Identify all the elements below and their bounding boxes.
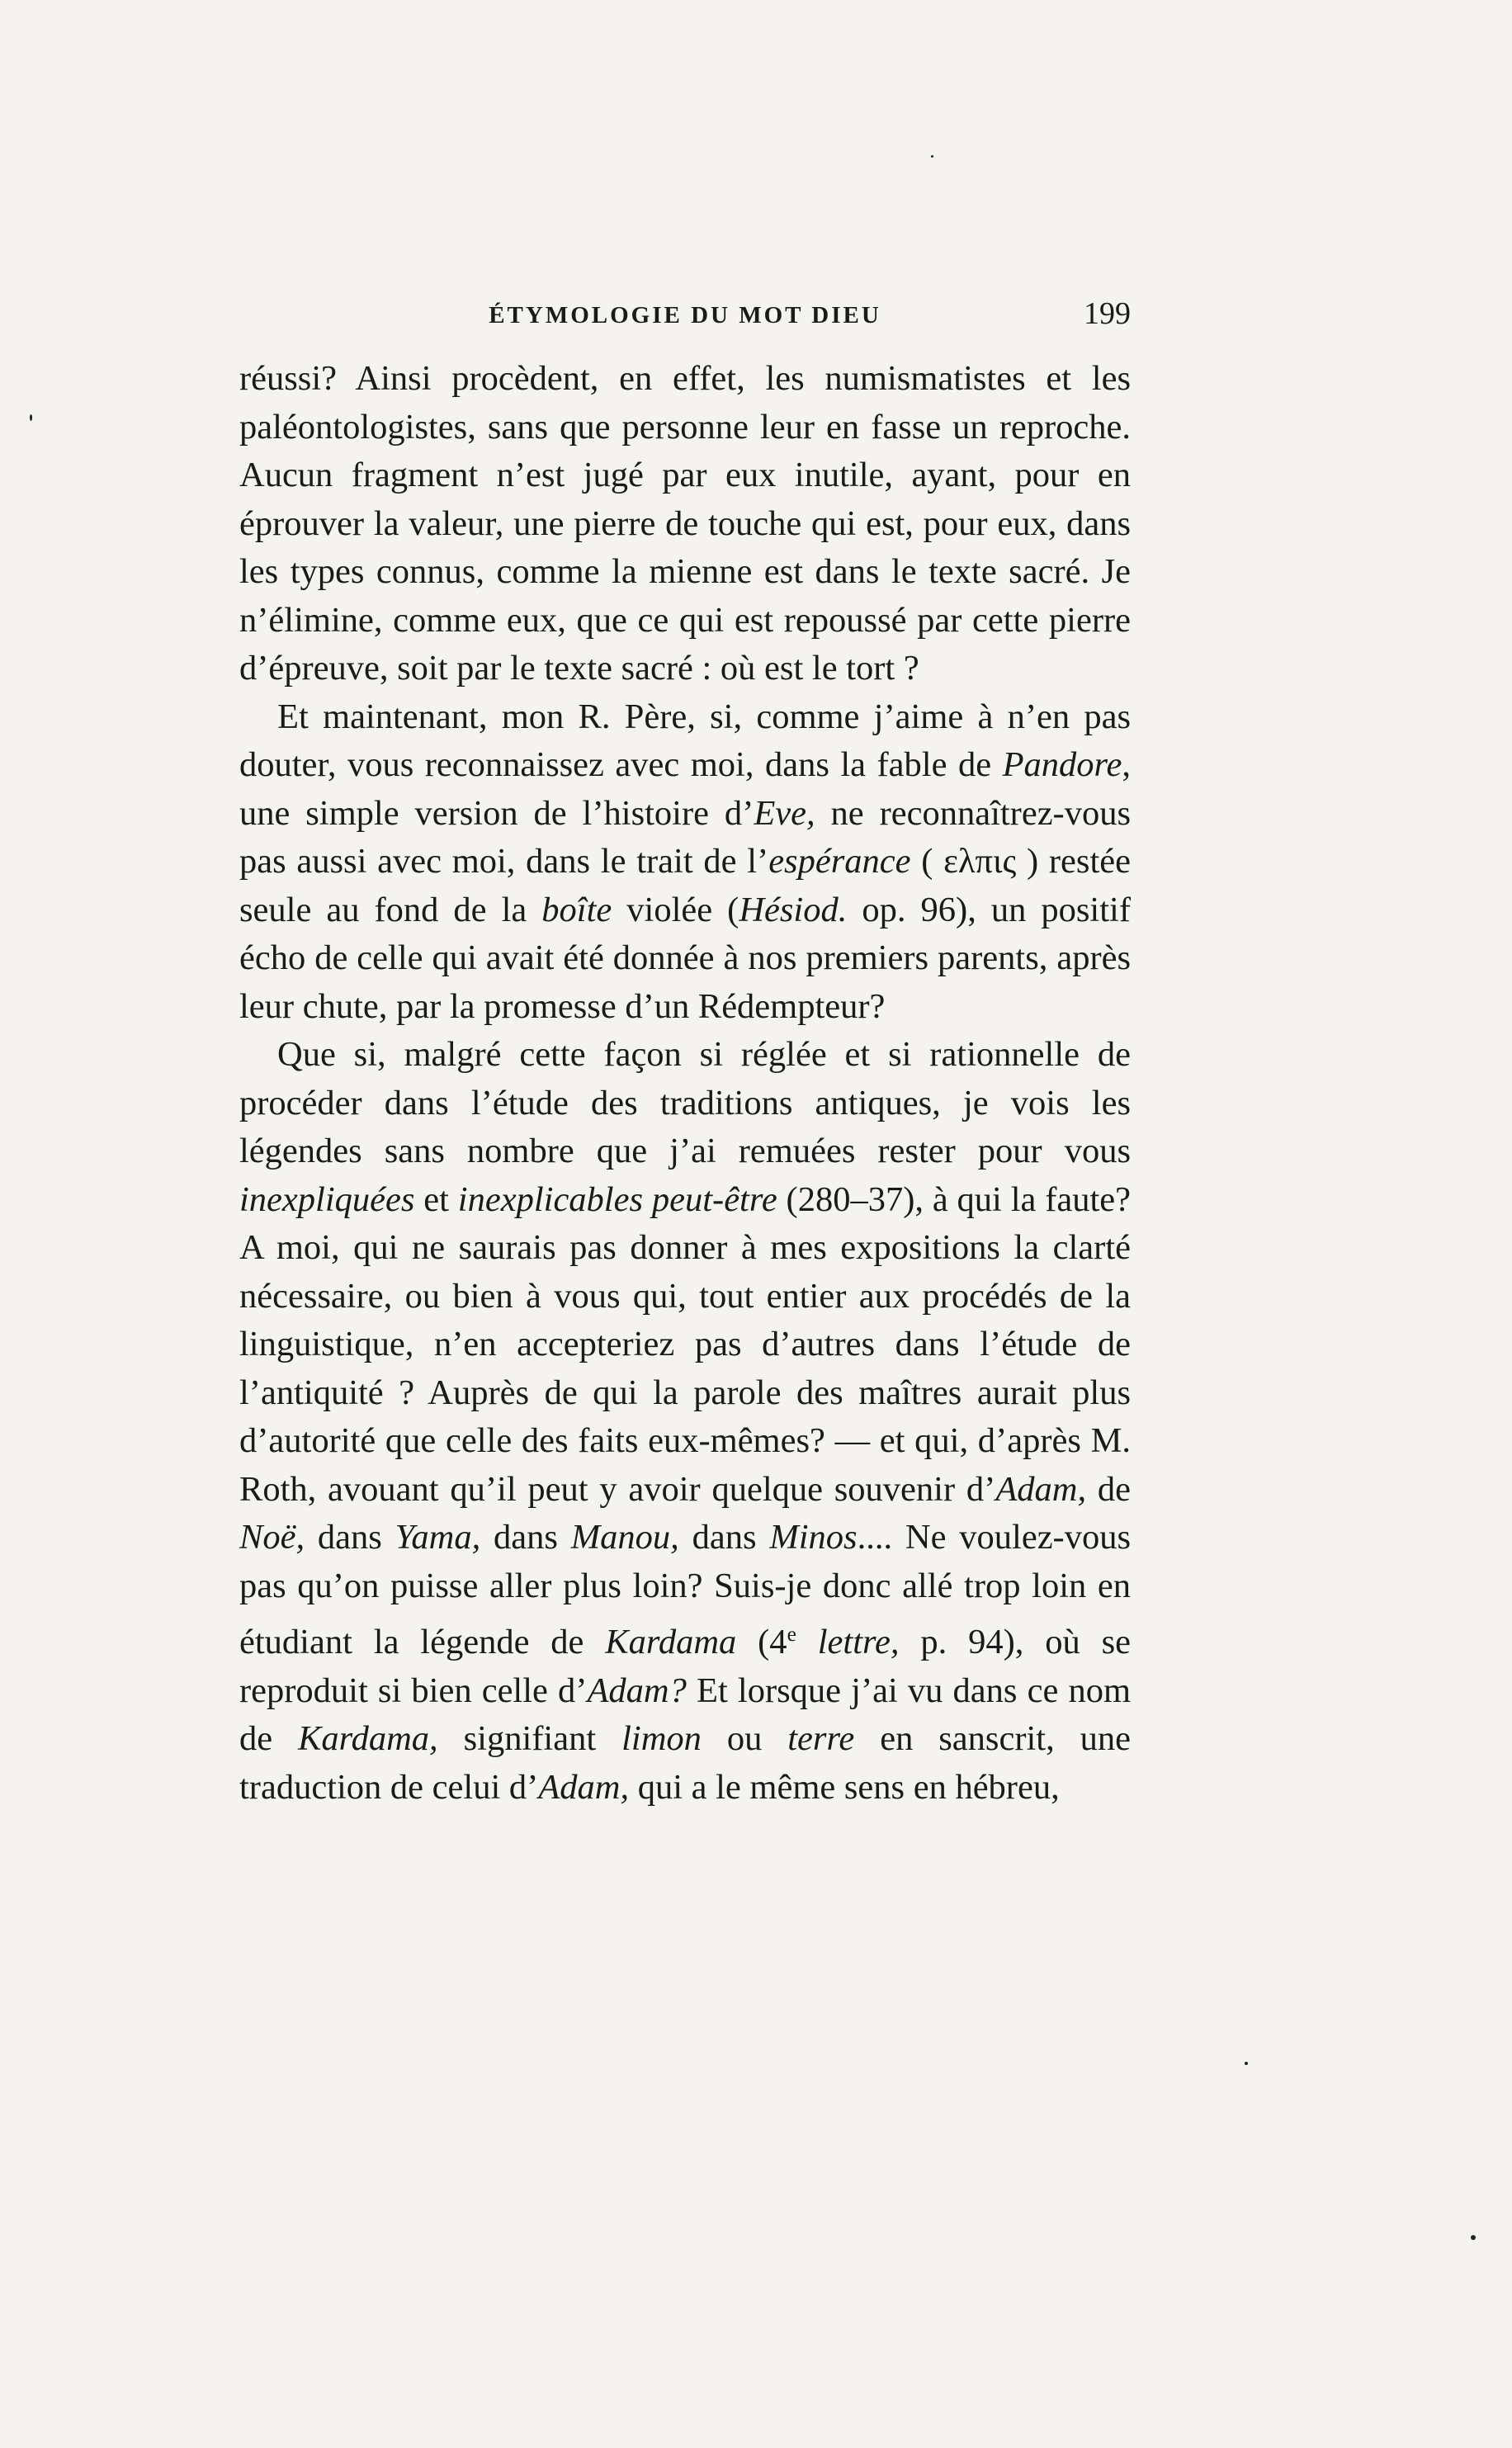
text-segment: (4	[736, 1623, 787, 1662]
text-segment: Que si, malgré cette façon si réglée et si rationnelle de procéder dans l’étude des traditions antiques, je vois les légendes sans nombre que j’ai remuées rester pour vous	[239, 1035, 1131, 1170]
text-segment: (280–37), à qui la faute? A moi, qui ne saurais pas donner à mes expositions la clarté nécessaire, ou bien à vous qui, tout entier aux procédés de la linguistique, n’en accepteriez pas d’autres dans l’étude de l’antiquité ? Auprès de qui la parole des maîtres aurait plus d’autorité que celle des faits eux-mêmes? — et qui, d’après M. Roth, avouant qu’il peut y avoir quelque souvenir d’	[239, 1179, 1132, 1509]
italic-segment: inexplicables peut-être	[457, 1179, 777, 1219]
italic-segment: Adam?	[587, 1671, 687, 1710]
text-segment: ou	[701, 1719, 788, 1759]
italic-segment: Adam,	[995, 1469, 1087, 1509]
text-segment: dans	[480, 1518, 571, 1557]
italic-segment: Minos	[769, 1518, 858, 1557]
page-number: 199	[1084, 296, 1131, 331]
text-segment: p. 94), où se reproduit si bien celle d’	[239, 1623, 1131, 1710]
italic-segment: limon	[621, 1719, 702, 1759]
text-segment	[796, 1623, 818, 1661]
italic-segment: boîte	[541, 890, 612, 929]
text-segment: qui a le même sens en hébreu,	[629, 1767, 1060, 1807]
italic-segment: Manou,	[570, 1518, 679, 1557]
scan-speck	[931, 155, 933, 158]
text-segment: ( ελπις ) restée seule au fond de la	[239, 842, 1131, 929]
italic-segment: Kardama	[605, 1623, 737, 1662]
running-head	[239, 291, 1131, 340]
body-text	[239, 355, 1131, 1812]
paragraph-3	[239, 1031, 1131, 1812]
text-segment: Et lorsque j’ai vu dans ce nom de	[239, 1671, 1131, 1759]
text-segment: e	[787, 1622, 796, 1646]
text-segment: op. 96), un positif écho de celle qui avait été donnée à nos premiers parents, après leur chute, par la promesse d’un Rédempteur?	[239, 890, 1131, 1026]
running-title: ÉTYMOLOGIE DU MOT DIEU	[489, 302, 881, 328]
italic-segment: Hésiod.	[739, 890, 848, 929]
text-segment: dans	[678, 1518, 770, 1557]
text-segment: réussi? Ainsi procèdent, en effet, les numismatistes et les paléontologistes, sans que personne leur en fasse un reproche. Aucun fragment n’est jugé par eux inutile, ayant, pour en éprouver la valeur, une pierre de touche qui est, pour eux, dans les types connus, comme la mienne est dans le texte sacré. Je n’élimine, comme eux, que ce qui est repoussé par cette pierre d’épreuve, soit par le texte sacré : où est le tort ?	[239, 359, 1131, 688]
italic-segment: Pandore	[1002, 745, 1122, 784]
text-segment: signifiant	[437, 1719, 622, 1759]
text-segment: ne reconnaîtrez-vous pas aussi avec moi, dans le trait de l’	[239, 793, 1132, 881]
italic-segment: Adam,	[538, 1767, 630, 1807]
text-segment: et	[414, 1179, 458, 1219]
paragraph-1	[239, 355, 1131, 693]
text-segment: .... Ne voulez-vous pas qu’on puisse aller plus loin? Suis-je donc allé trop loin en étudiant la légende de	[239, 1518, 1131, 1662]
italic-segment: inexpliquées	[239, 1179, 415, 1219]
italic-segment: lettre,	[817, 1623, 900, 1662]
text-segment: de	[1086, 1469, 1131, 1509]
text-segment: en sanscrit, une traduction de celui d’	[239, 1719, 1131, 1807]
scan-speck	[1471, 2235, 1476, 2240]
text-segment: violée (	[612, 890, 739, 929]
italic-segment: Eve,	[754, 793, 815, 833]
italic-segment: Noë,	[239, 1518, 305, 1557]
text-segment: , une simple version de l’histoire d’	[239, 745, 1131, 833]
italic-segment: terre	[787, 1719, 855, 1759]
italic-segment: Kardama,	[298, 1719, 438, 1759]
italic-segment: Yama,	[395, 1518, 481, 1557]
text-segment: dans	[305, 1518, 395, 1557]
paragraph-2	[239, 693, 1131, 1032]
scan-speck	[30, 414, 32, 421]
italic-segment: espérance	[768, 842, 911, 881]
scan-speck	[1245, 2062, 1248, 2065]
text-segment: Et maintenant, mon R. Père, si, comme j’aime à n’en pas douter, vous reconnaissez avec moi, dans la fable de	[239, 697, 1131, 784]
